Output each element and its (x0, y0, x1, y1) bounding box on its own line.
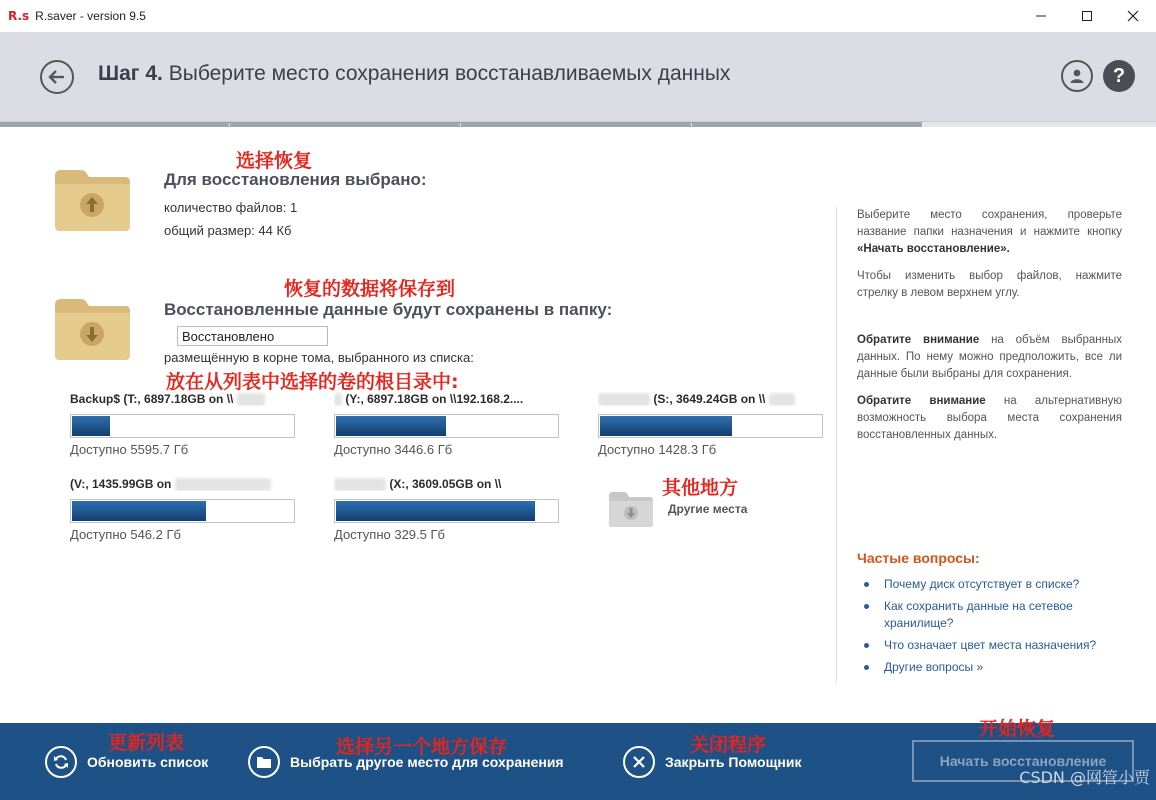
volume-usage-fill (336, 501, 535, 521)
wizard-header (0, 32, 1156, 122)
title-bar (0, 0, 1156, 32)
volume-usage-fill (72, 501, 206, 521)
destination-title: Восстановленные данные будут сохранены в папку: (164, 300, 613, 319)
refresh-icon (53, 754, 69, 770)
destination-hint: размещённую в корне тома, выбранного из списка: (164, 350, 474, 365)
volume-label: Backup$ (T:, 6897.18GB on \\ (70, 392, 298, 406)
alternative-note-text: Обратите внимание на альтернативную возможность выбора места сохранения восстановленных данных. (857, 395, 1122, 441)
user-icon (1069, 68, 1085, 84)
start-recovery-button[interactable]: Начать восстановление (912, 740, 1134, 782)
progress-separator: › (459, 120, 462, 129)
window-title: R.saver - version 9.5 (35, 9, 146, 23)
volume-free-space: Доступно 3446.6 Гб (334, 442, 453, 457)
folder-download-icon (53, 295, 131, 361)
wizard-progress (0, 122, 1156, 127)
folder-icon (256, 755, 272, 769)
annotation-root-of-volume: 放在从列表中选择的卷的根目录中: (166, 371, 459, 393)
question-icon: ? (1112, 64, 1126, 87)
account-button[interactable] (1061, 60, 1093, 92)
folder-grey-icon (608, 490, 654, 528)
choose-other-label: Выбрать другое место для сохранения (290, 754, 564, 770)
minimize-icon (1035, 10, 1047, 22)
total-size: общий размер: 44 Кб (164, 223, 292, 238)
annotation-save-to: 恢复的数据将保存到 (284, 278, 456, 300)
minimize-button[interactable] (1018, 0, 1064, 32)
right-panel-divider (836, 207, 837, 683)
refresh-label: Обновить список (87, 754, 209, 770)
annotation-close: 关闭程序 (690, 734, 767, 756)
faq-title: Частые вопросы: (857, 550, 980, 566)
volume-usage-bar (334, 414, 559, 438)
progress-separator: › (921, 120, 924, 129)
volume-label: (S:, 3649.24GB on \\ (598, 392, 826, 406)
volume-usage-bar (70, 414, 295, 438)
volume-usage-fill (336, 416, 446, 436)
volume-label: (Y:, 6897.18GB on \\192.168.2.... (334, 392, 562, 406)
app-logo: R.s (8, 9, 30, 23)
close-icon (1127, 10, 1139, 22)
selection-title: Для восстановления выбрано: (164, 170, 427, 189)
volume-usage-bar (334, 499, 559, 523)
page-title (98, 62, 730, 86)
volume-usage-fill (72, 416, 110, 436)
annotation-refresh: 更新列表 (108, 732, 185, 754)
volume-free-space: Доступно 1428.3 Гб (598, 442, 717, 457)
annotation-choose-other: 选择另一个地方保存 (336, 736, 508, 758)
instructions-text: Выберите место сохранения, проверьте название папки назначения и нажмите кнопку «Начать восстановление». (857, 209, 1122, 255)
volume-free-space: Доступно 5595.7 Гб (70, 442, 189, 457)
folder-name-input[interactable] (177, 326, 328, 346)
volume-usage-bar (598, 414, 823, 438)
annotation-other-places: 其他地方 (662, 477, 739, 499)
step-number: Шаг 4. (98, 62, 163, 85)
volume-usage-fill (600, 416, 732, 436)
step-description: Выберите место сохранения восстанавливаемых данных (168, 62, 731, 85)
help-button[interactable] (1103, 60, 1135, 92)
close-icon (632, 755, 646, 769)
progress-separator: › (228, 120, 231, 129)
watermark: CSDN @网管小贾 (1019, 768, 1150, 787)
faq-link[interactable]: Другие вопросы » (862, 659, 1127, 676)
faq-link[interactable]: Почему диск отсутствует в списке? (862, 576, 1127, 593)
volume-free-space: Доступно 546.2 Гб (70, 527, 181, 542)
other-places-label: Другие места (668, 502, 748, 516)
close-wizard-label: Закрыть Помощник (665, 754, 802, 770)
faq-link[interactable]: Что означает цвет места назначения? (862, 637, 1127, 654)
close-window-button[interactable] (1110, 0, 1156, 32)
back-button[interactable] (40, 60, 74, 94)
volume-label: (X:, 3609.05GB on \\ (334, 477, 562, 491)
progress-separator: › (690, 120, 693, 129)
volume-note-text: Обратите внимание на объём выбранных данных. По нему можно предположить, все ли данные были выбраны для сохранения. (857, 334, 1122, 380)
file-count: количество файлов: 1 (164, 200, 298, 215)
volume-usage-bar (70, 499, 295, 523)
annotation-start: 开始恢复 (979, 718, 1056, 740)
volume-label: (V:, 1435.99GB on (70, 477, 298, 491)
maximize-icon (1081, 10, 1093, 22)
maximize-button[interactable] (1064, 0, 1110, 32)
faq-link[interactable]: Как сохранить данные на сетевое хранилище? (862, 598, 1127, 632)
folder-upload-icon (53, 166, 131, 232)
annotation-select-recovery: 选择恢复 (236, 150, 313, 172)
volume-free-space: Доступно 329.5 Гб (334, 527, 445, 542)
change-selection-text: Чтобы изменить выбор файлов, нажмите стрелку в левом верхнем углу. (857, 270, 1122, 299)
arrow-left-icon (48, 69, 66, 85)
faq-list (862, 576, 1127, 681)
